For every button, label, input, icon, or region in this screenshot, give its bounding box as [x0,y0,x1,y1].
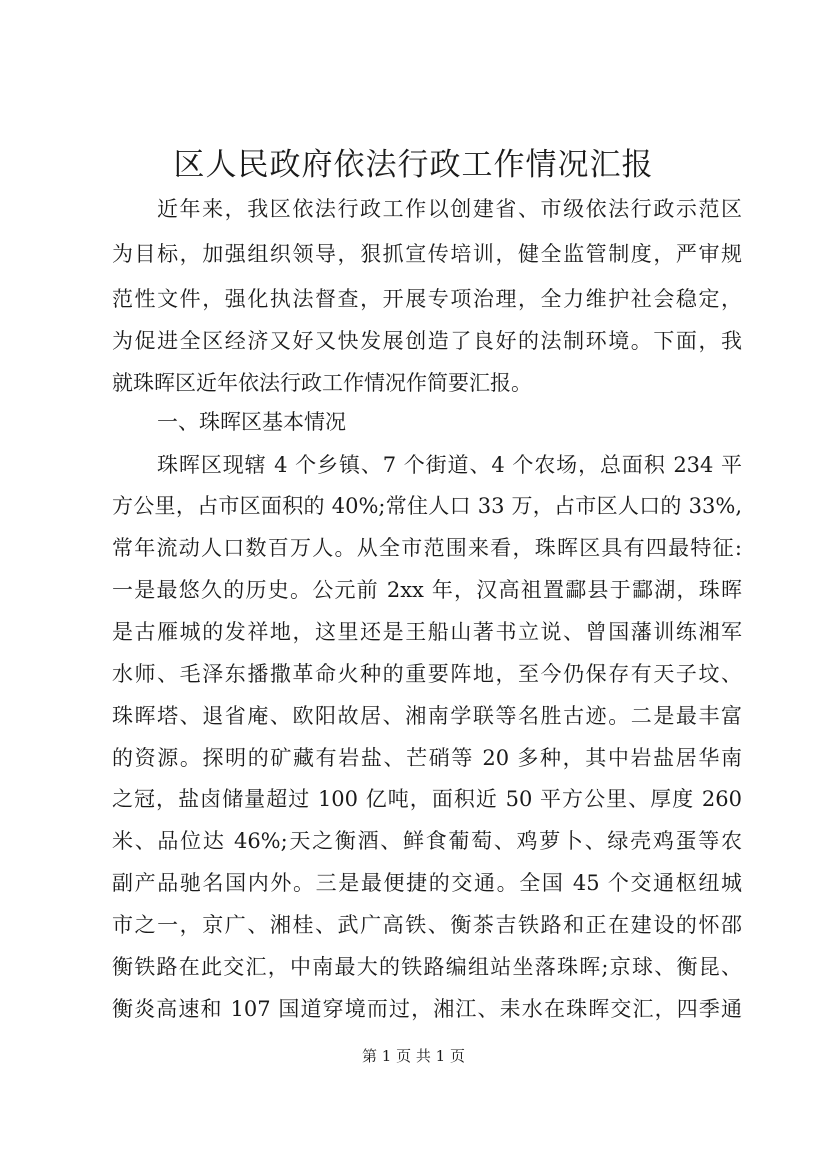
text-line: 的资源。探明的矿藏有岩盐、芒硝等 20 多种，其中岩盐居华南 [112,746,742,770]
text-line: 珠晖塔、退省庵、欧阳故居、湘南学联等名胜古迹。二是最丰富 [112,704,742,728]
text-line: 近年来，我区依法行政工作以创建省、市级依法行政示范区 [157,197,742,221]
text-line: 是古雁城的发祥地，这里还是王船山著书立说、曾国藩训练湘军 [112,620,742,644]
text-line: 一是最悠久的历史。公元前 2xx 年，汉高祖置酃县于酃湖，珠晖 [112,578,742,602]
text-line: 市之一，京广、湘桂、武广高铁、衡茶吉铁路和正在建设的怀邵 [112,913,742,937]
text-line: 之冠，盐卤储量超过 100 亿吨，面积近 50 平方公里、厚度 260 [112,787,742,811]
text-line: 水师、毛泽东播撒革命火种的重要阵地，至今仍保存有天子坟、 [112,662,742,686]
text-line: 方公里，占市区面积的 40%;常住人口 33 万，占市区人口的 33%, [112,494,742,518]
document-title: 区人民政府依法行政工作情况汇报 [173,147,654,183]
text-line: 衡铁路在此交汇，中南最大的铁路编组站坐落珠晖;京球、衡昆、 [112,955,742,979]
text-line: 米、品位达 46%;天之衡酒、鲜食葡萄、鸡萝卜、绿壳鸡蛋等农 [112,829,742,853]
section-heading: 一、珠晖区基本情况 [157,410,346,434]
text-line: 副产品驰名国内外。三是最便捷的交通。全国 45 个交通枢纽城 [112,871,742,895]
text-line: 珠晖区现辖 4 个乡镇、7 个街道、4 个农场，总面积 234 平 [157,453,742,477]
text-line: 衡炎高速和 107 国道穿境而过，湘江、耒水在珠晖交汇，四季通 [112,997,742,1021]
text-line: 常年流动人口数百万人。从全市范围来看，珠晖区具有四最特征: [112,536,742,560]
text-line: 范性文件，强化执法督查，开展专项治理，全力维护社会稳定， [112,287,742,311]
text-line: 为目标，加强组织领导，狠抓宣传培训，健全监管制度，严审规 [112,242,742,266]
page-number-footer: 第 1 页 共 1 页 [362,1047,465,1065]
text-line: 就珠晖区近年依法行政工作情况作简要汇报。 [112,371,532,395]
text-line: 为促进全区经济又好又快发展创造了良好的法制环境。下面，我 [112,329,742,353]
